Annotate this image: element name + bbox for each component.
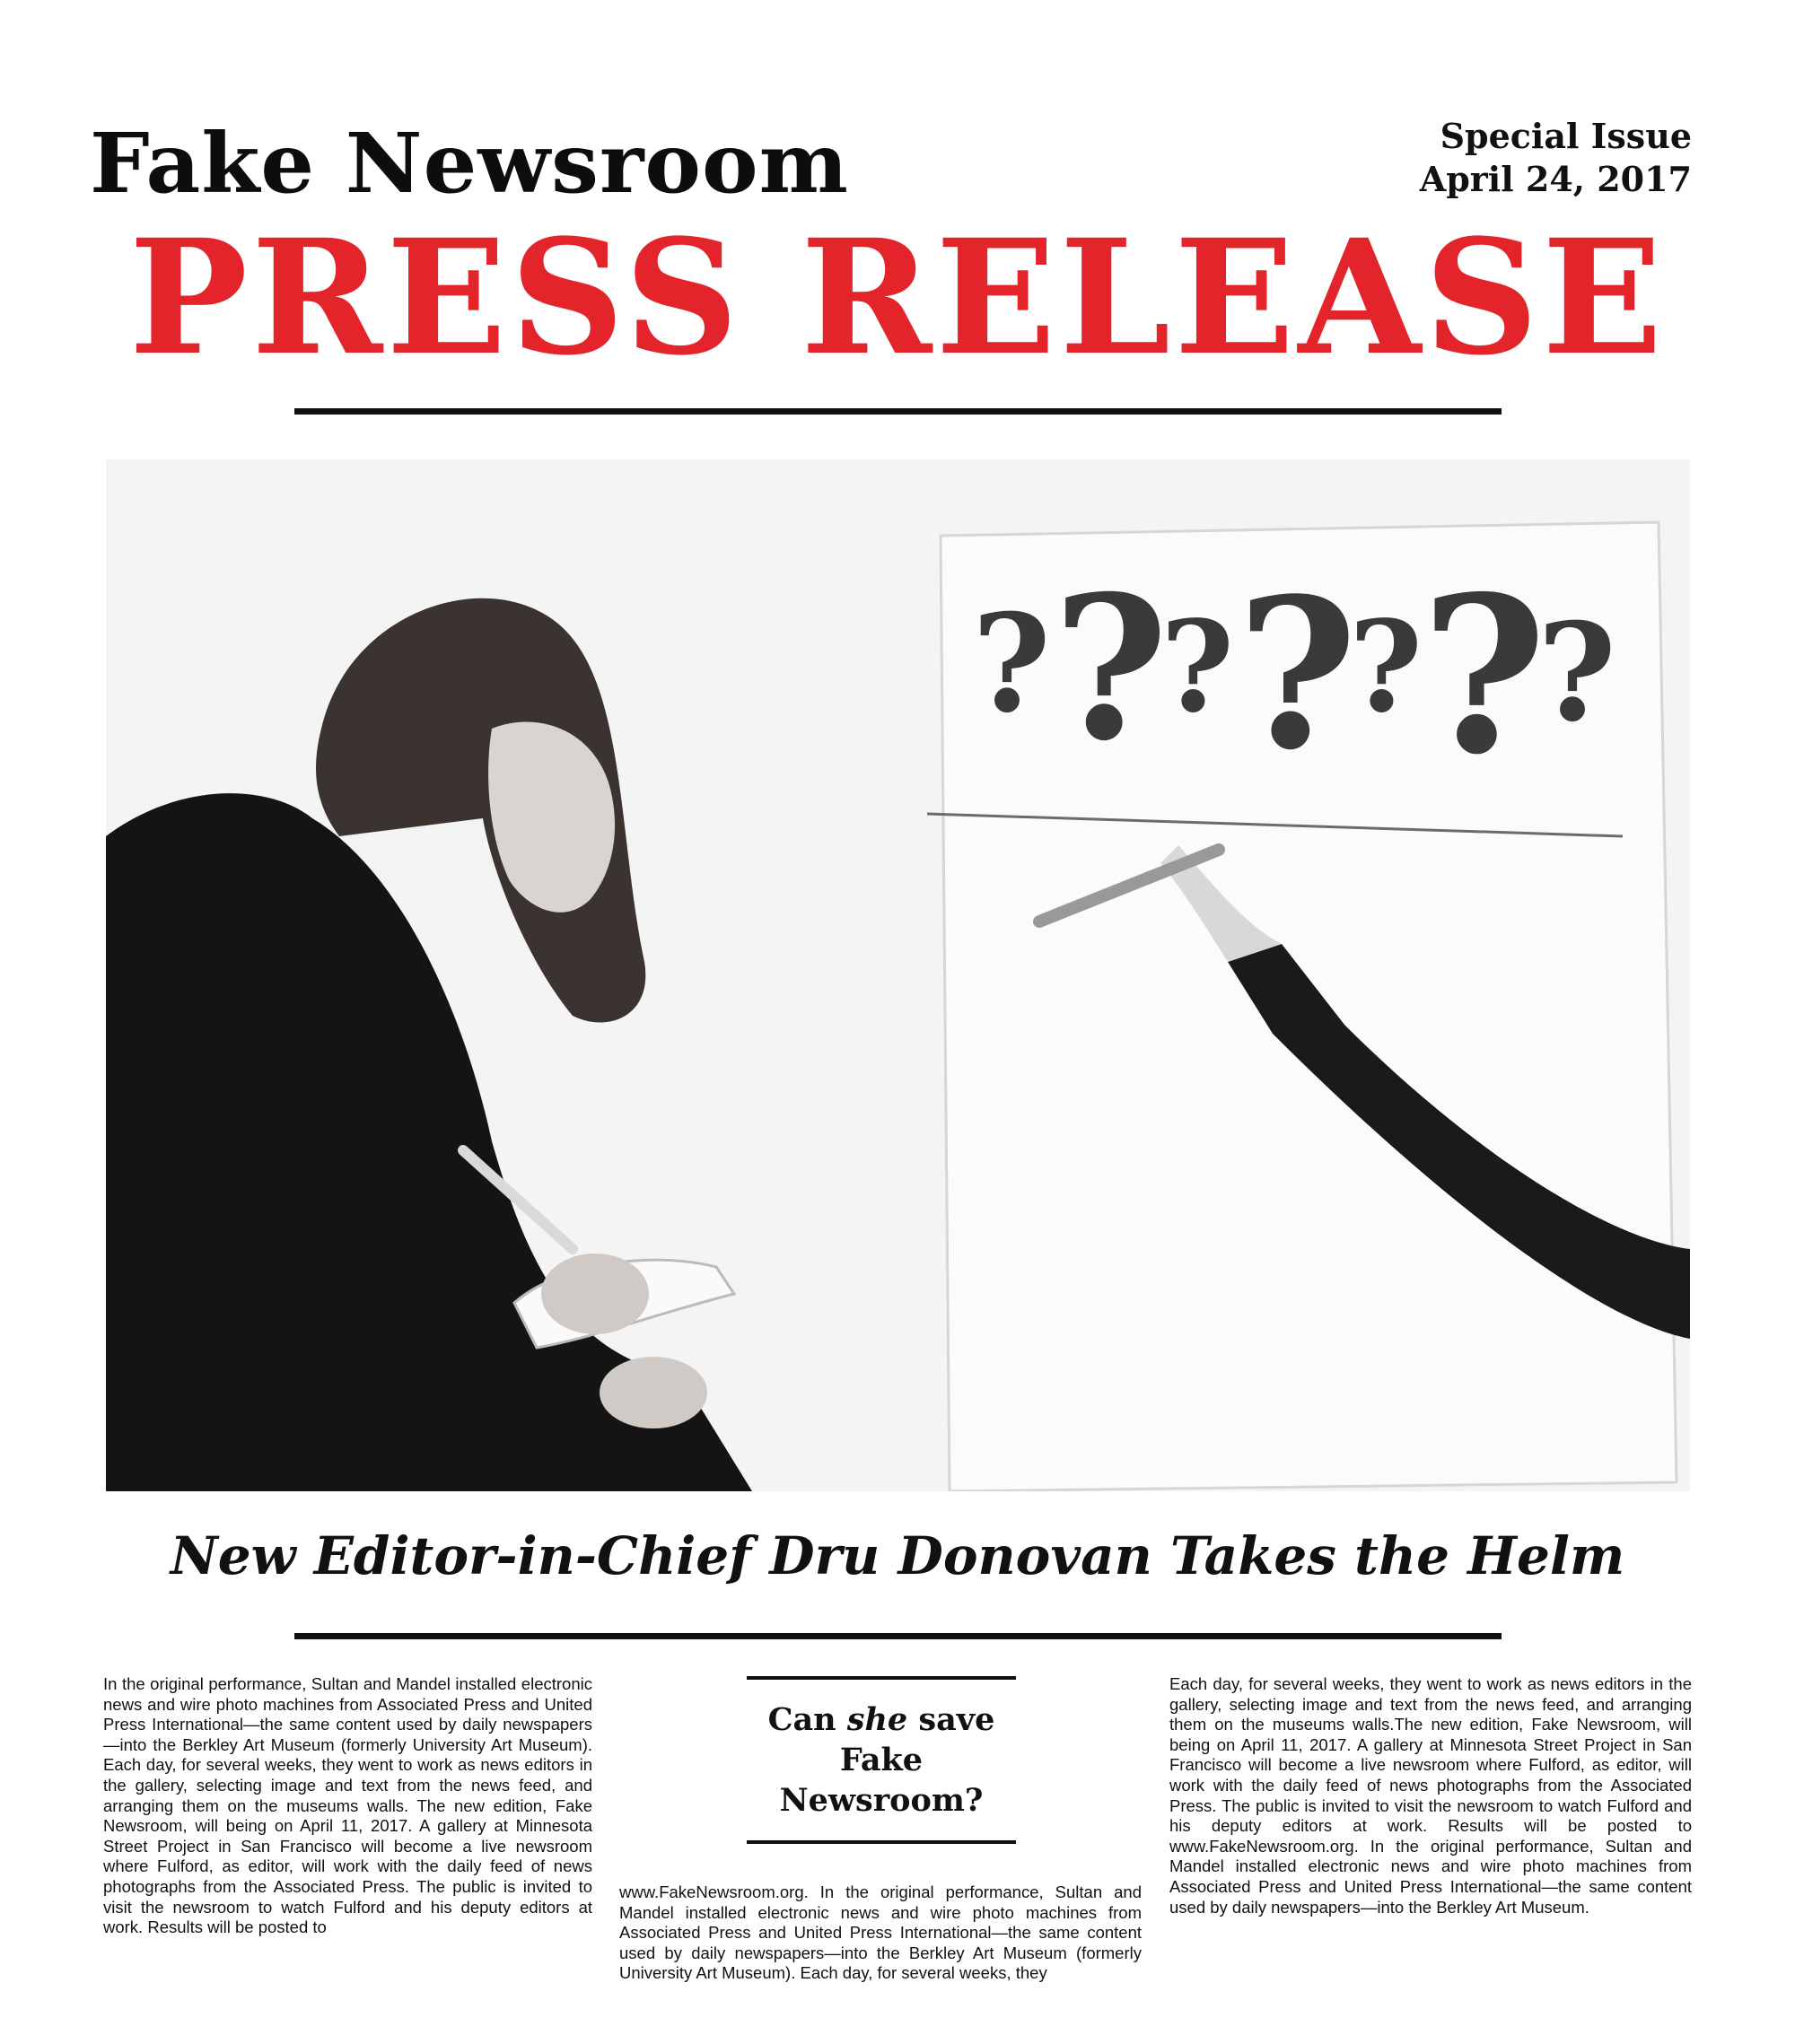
- masthead-title: Fake Newsroom: [90, 115, 849, 212]
- subheadline: New Editor-in-Chief Dru Donovan Takes the Helm: [170, 1525, 1625, 1586]
- pull-quote-emphasis: she: [846, 1701, 908, 1738]
- article-column-3: Each day, for several weeks, they went to work as news editors in the gallery, selecting image and text from the news feed, and arranging them on the museums walls.The new edition, Fake Newsroom, will being on April 11, 2017. A gallery at Minnesota Street Project in San Francisco will become a live newsroom where Fulford, as editor, will work with the daily feed of news photographs from the Associated Press. The public is invited to visit the newsroom to watch Fulford and his deputy editors at work. Results will be posted to www.FakeNewsroom.org. In the original performance, Sultan and Mandel installed electronic news and wire photo machines from Associated Press and United Press International—the same content used by daily newspapers—into the Berkley Art Museum.: [1169, 1674, 1692, 1917]
- issue-info: [1420, 115, 1692, 201]
- svg-text:?: ?: [1237, 554, 1358, 796]
- article-column-2: www.FakeNewsroom.org. In the original performance, Sultan and Mandel installed electronic news and wire photo machines from Associated Press and United Press International—the same content used by daily newspapers—into the Berkley Art Museum (formerly University Art Museum). Each day, for several weeks, they: [619, 1882, 1142, 1983]
- svg-text:?: ?: [972, 585, 1051, 743]
- headline: PRESS RELEASE: [128, 205, 1667, 390]
- pull-quote-before: Can: [767, 1701, 847, 1738]
- svg-text:?: ?: [1349, 594, 1423, 741]
- question-mark-row: [972, 549, 1616, 802]
- issue-date: April 24, 2017: [1419, 159, 1692, 199]
- svg-text:?: ?: [1421, 549, 1547, 802]
- pull-quote: [747, 1676, 1016, 1844]
- lead-photo: [106, 459, 1690, 1491]
- svg-text:?: ?: [1537, 594, 1616, 752]
- article-column-1: In the original performance, Sultan and Mandel installed electronic news and wire photo machines from Associated Press and United Press International—the same content used by daily newspapers—into the Berkley Art Museum (formerly University Art Museum). Each day, for several weeks, they went to work as news editors in the gallery, selecting image and text from the news feed, and arranging them on the museums walls. The new edition, Fake Newsroom, will being on April 11, 2017. A gallery at Minnesota Street Project in San Francisco will become a live newsroom where Fulford, as editor, will work with the daily feed of news photographs from the Associated Press. The public is invited to visit the newsroom to watch Fulford and his deputy editors at work. Results will be posted to: [103, 1674, 592, 1937]
- svg-text:?: ?: [1160, 594, 1235, 741]
- pull-quote-after: save Fake Newsroom?: [779, 1701, 995, 1819]
- divider-rule: [294, 1633, 1502, 1639]
- pull-quote-rule: [747, 1840, 1016, 1844]
- svg-text:?: ?: [1053, 552, 1169, 784]
- issue-label: Special Issue: [1440, 116, 1692, 156]
- divider-rule: [294, 408, 1502, 415]
- pull-quote-text: [747, 1680, 1016, 1840]
